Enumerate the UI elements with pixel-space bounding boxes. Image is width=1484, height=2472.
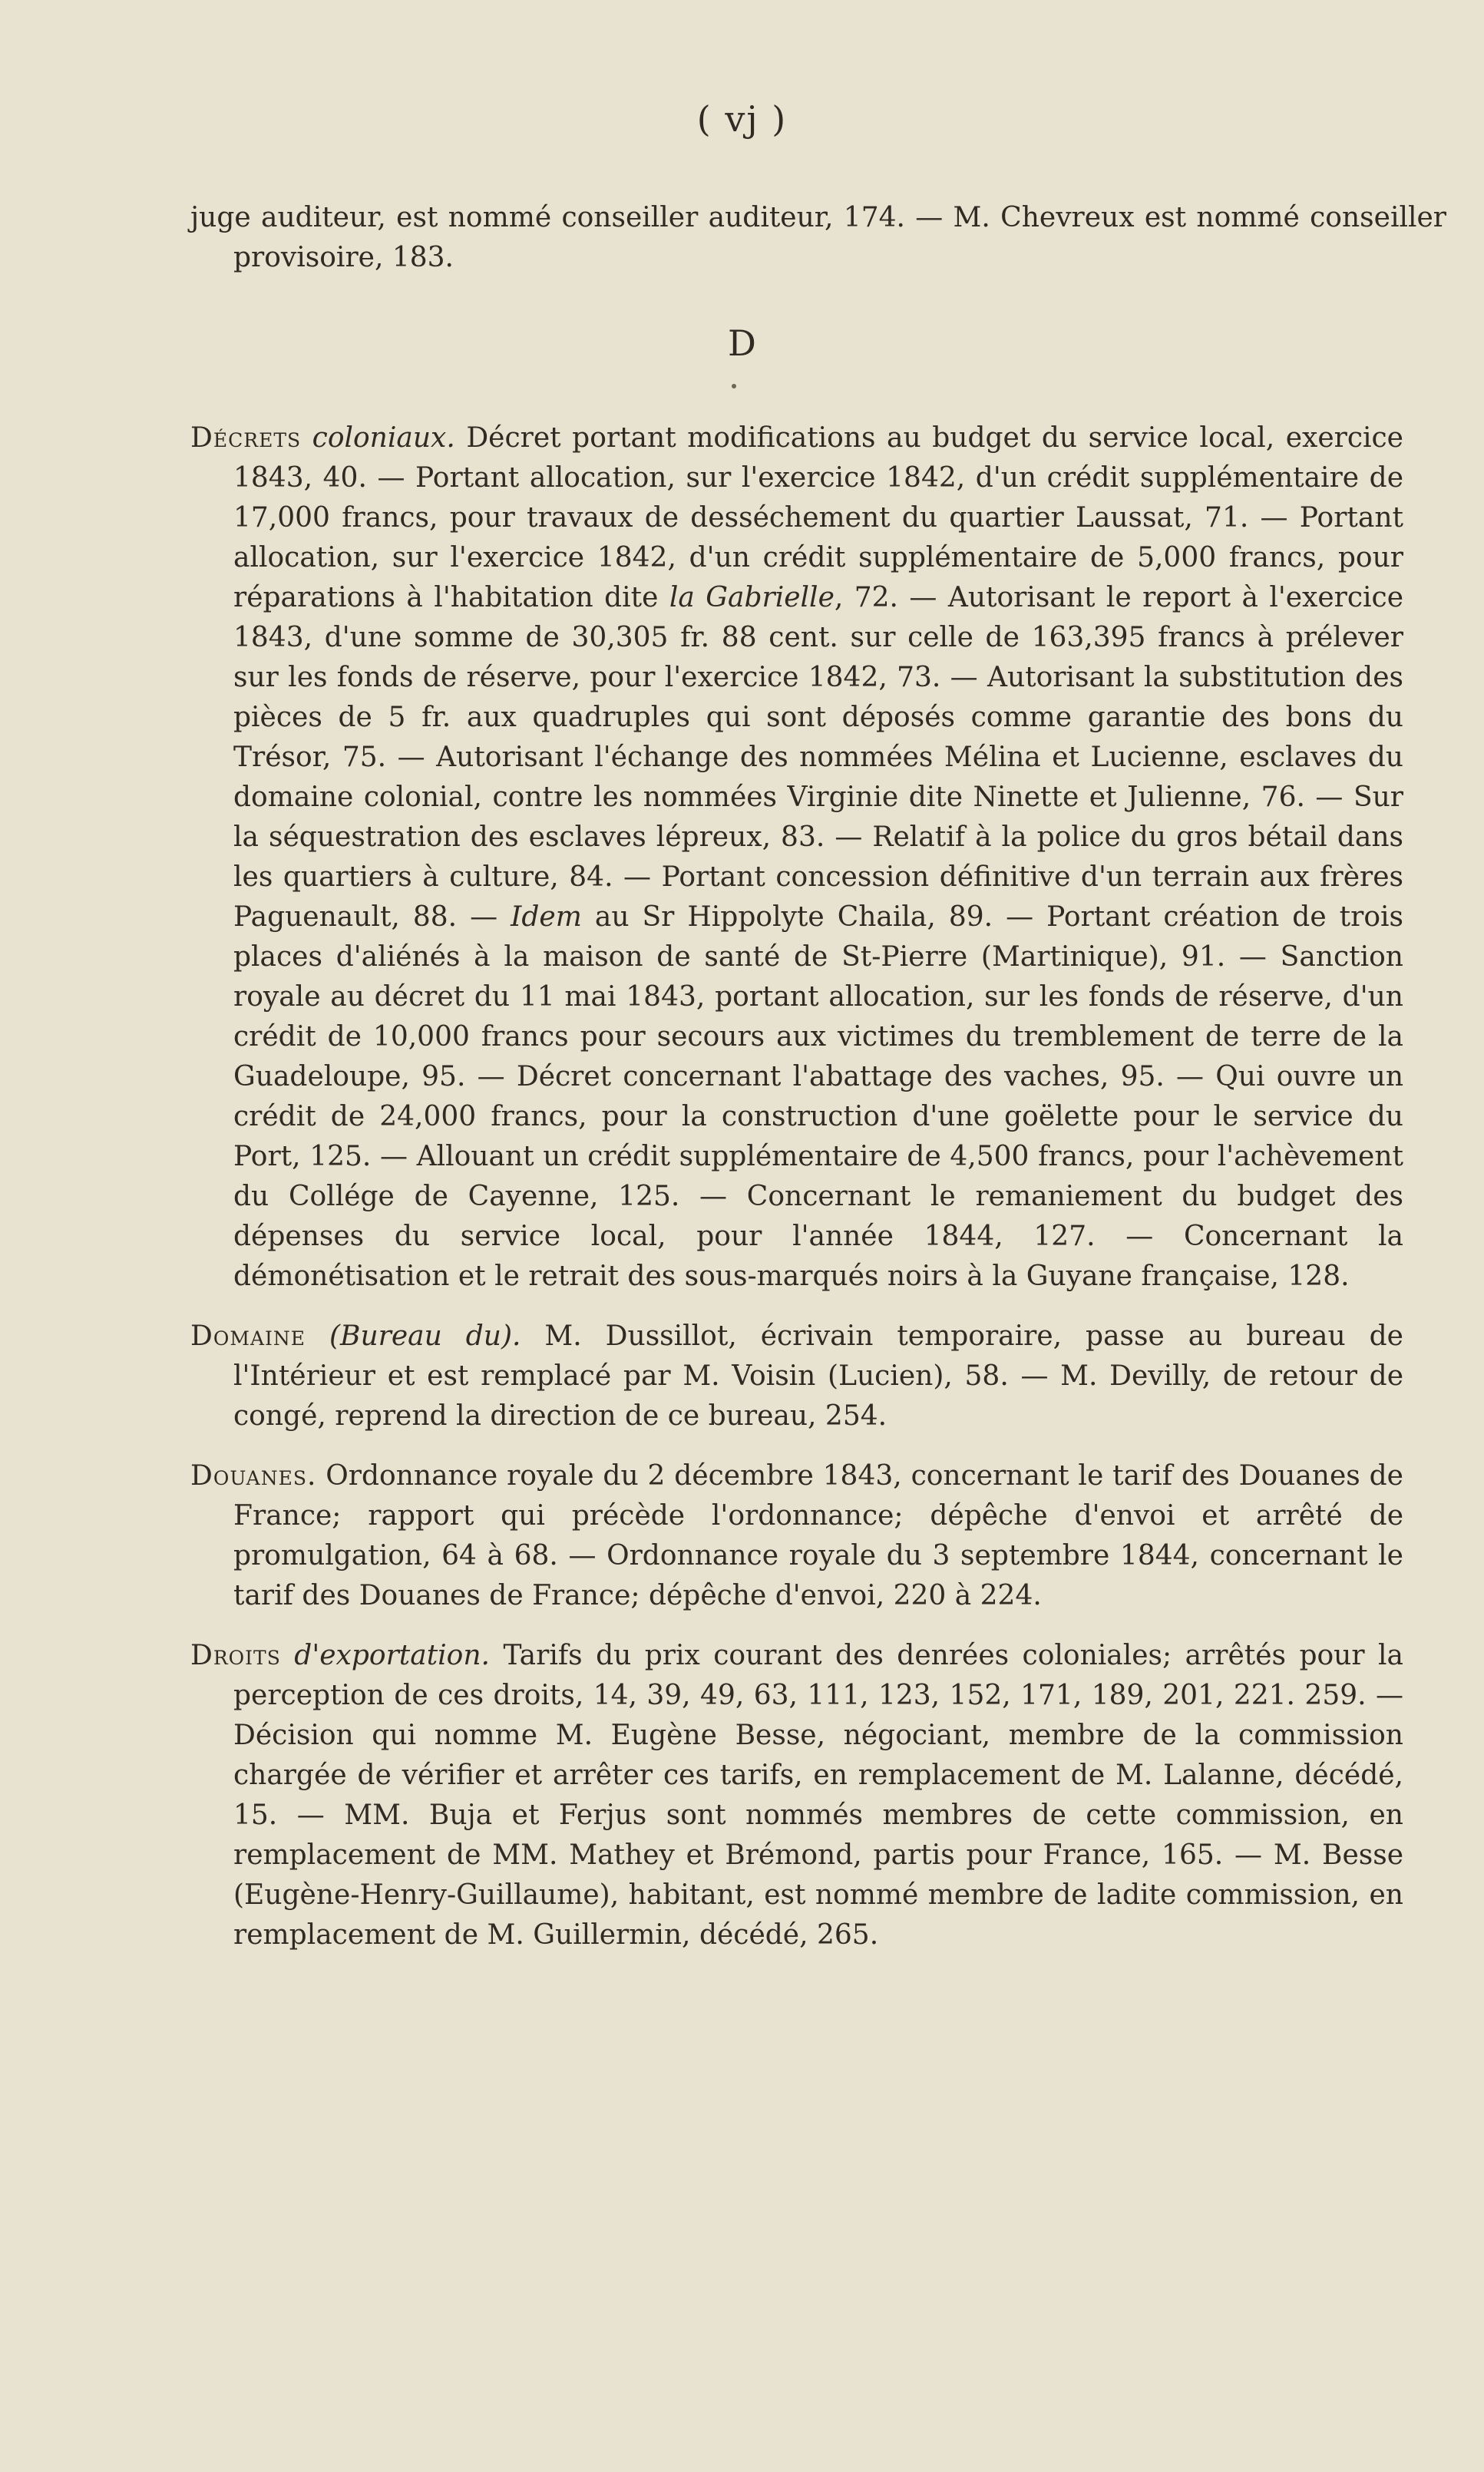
entry-head: Douanes. [190, 1460, 317, 1492]
entry-italic: la Gabrielle [669, 582, 835, 613]
intro-paragraph: juge auditeur, est nommé conseiller auditeur, 174. — M. Chevreux est nommé conseiller provisoire, 183. [190, 202, 1446, 273]
entry-text: M. Dussillot, écrivain temporaire, passe au bureau de l'Intérieur et est remplacé par M. Voisin (Lucien), 58. — M. Devilly, de retour de congé, reprend la direction de ce bureau, 254. [233, 1320, 1403, 1432]
entry-qualifier: d'exportation. [294, 1640, 490, 1671]
entry-domaine [190, 1317, 1403, 1436]
section-letter: D [728, 322, 756, 364]
entry-text: Tarifs du prix courant des denrées coloniales; arrêtés pour la perception de ces droits, 14, 39, 49, 63, 111, 123, 152, 171, 189, 201, 221. 259. — Décision qui nomme M. Eugène Besse, négociant, membre de la commission chargée de vérifier et arrêter ces tarifs, en remplacement de M. Lalanne, décédé, 15. — MM. Buja et Ferjus sont nommés membres de cette commission, en remplacement de MM. Mathey et Brémond, partis pour France, 165. — M. Besse (Eugène-Henry-Guillaume), habitant, est nommé membre de ladite commission, en remplacement de M. Guillermin, décédé, 265. [233, 1640, 1403, 1951]
separator-dot [732, 384, 736, 388]
entry-decrets [190, 418, 1403, 1297]
entry-text: Ordonnance royale du 2 décembre 1843, concernant le tarif des Douanes de France; rapport qui précède l'ordonnance; dépêche d'envoi et arrêté de promulgation, 64 à 68. — Ordonnance royale du 3 septembre 1844, concernant le tarif des Douanes de France; dépêche d'envoi, 220 à 224. [233, 1460, 1403, 1611]
entry-qualifier: coloniaux. [312, 422, 455, 454]
entry-italic: Idem [511, 901, 582, 933]
entry-qualifier: (Bureau du). [329, 1320, 521, 1352]
entry-head: Décrets [190, 422, 302, 454]
page-number: ( vj ) [696, 98, 788, 140]
entry-head: Domaine [190, 1320, 306, 1352]
entry-head: Droits [190, 1640, 281, 1671]
index-entries [190, 418, 1403, 1975]
entry-text: , 72. — Autorisant le report à l'exercice 1843, d'une somme de 30,305 fr. 88 cent. sur celle de 163,395 francs à prélever sur les fonds de réserve, pour l'exercice 1842, 73. — Autorisant la substitution des pièces de 5 fr. aux quadruples qui sont déposés comme garantie des bons du Trésor, 75. — Autorisant l'échange des nommées Mélina et Lucienne, esclaves du domaine colonial, contre les nommées Virginie dite Ninette et Julienne, 76. — Sur la séquestration des esclaves lépreux, 83. — Relatif à la police du gros bétail dans les quartiers à culture, 84. — Portant concession définitive d'un terrain aux frères Paguenault, 88. — [233, 582, 1403, 933]
entry-text: Décret portant modifications au budget du service local, exercice 1843, 40. — Portant allocation, sur l'exercice 1842, d'un crédit supplémentaire de 17,000 francs, pour travaux de desséchement du quartier Laussat, 71. — Portant allocation, sur l'exercice 1842, d'un crédit supplémentaire de 5,000 francs, pour réparations à l'habitation dite [233, 422, 1403, 613]
entry-droits [190, 1636, 1403, 1955]
entry-douanes [190, 1456, 1403, 1616]
entry-text: au Sr Hippolyte Chaila, 89. — Portant création de trois places d'aliénés à la maison de santé de St-Pierre (Martinique), 91. — Sanction royale au décret du 11 mai 1843, portant allocation, sur les fonds de réserve, d'un crédit de 10,000 francs pour secours aux victimes du tremblement de terre de la Guadeloupe, 95. — Décret concernant l'abattage des vaches, 95. — Qui ouvre un crédit de 24,000 francs, pour la construction d'une goëlette pour le service du Port, 125. — Allouant un crédit supplémentaire de 4,500 francs, pour l'achèvement du Collége de Cayenne, 125. — Concernant le remaniement du budget des dépenses du service local, pour l'année 1844, 127. — Concernant la démonétisation et le retrait des sous-marqués noirs à la Guyane française, 128. [233, 901, 1403, 1292]
